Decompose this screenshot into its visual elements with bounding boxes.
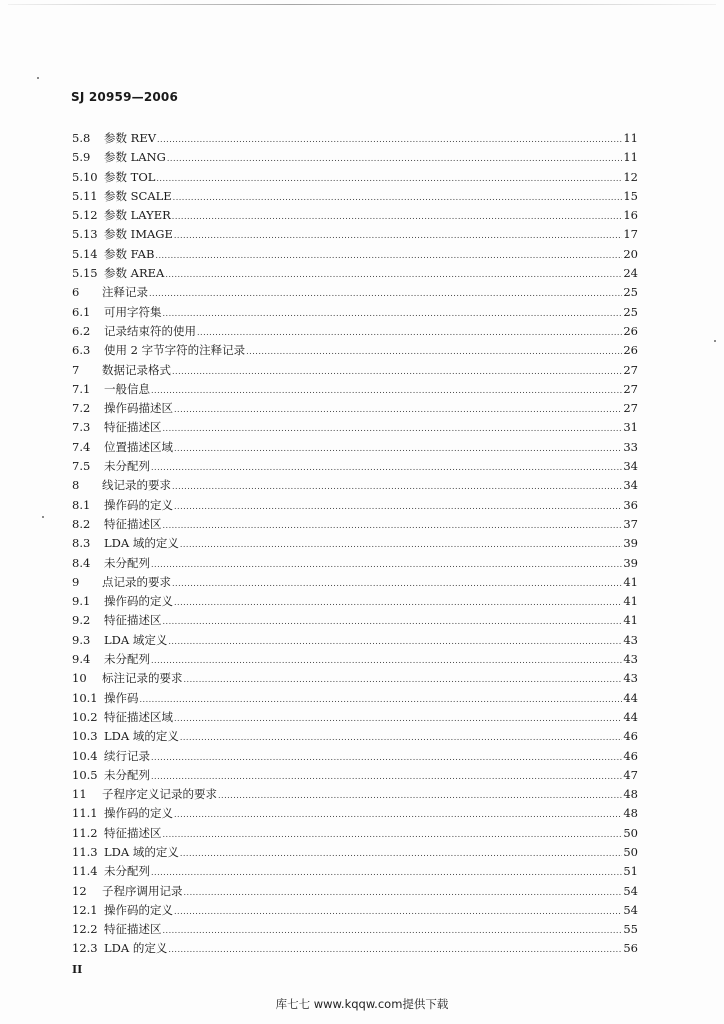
toc-entry[interactable] — [72, 283, 638, 302]
toc-entry-title: LDA 域定义 — [104, 632, 168, 647]
toc-entry[interactable] — [72, 187, 638, 206]
toc-entry-number: 8.3 — [72, 536, 91, 551]
toc-entry[interactable] — [72, 264, 638, 283]
toc-dot-leader — [163, 304, 623, 323]
toc-entry-page: 41 — [623, 613, 638, 628]
toc-entry-title: 参数 LAYER — [104, 208, 171, 223]
toc-dot-leader — [172, 574, 622, 593]
toc-entry-page: 26 — [623, 323, 638, 338]
toc-entry-number: 7 — [72, 362, 80, 377]
toc-entry-page: 54 — [623, 883, 638, 898]
toc-entry-page: 51 — [623, 864, 638, 879]
toc-entry-page: 15 — [623, 188, 638, 203]
toc-entry-page: 11 — [623, 150, 638, 165]
toc-entry-page: 17 — [623, 227, 638, 242]
toc-dot-leader — [174, 439, 622, 458]
toc-entry[interactable] — [72, 341, 638, 360]
toc-dot-leader — [246, 342, 622, 361]
toc-dot-leader — [163, 825, 623, 844]
toc-entry[interactable] — [72, 689, 638, 708]
toc-dot-leader — [151, 651, 622, 670]
toc-entry-page: 50 — [623, 825, 638, 840]
toc-entry-title: LDA 的定义 — [104, 941, 168, 956]
toc-entry-number: 5.10 — [72, 169, 98, 184]
toc-entry[interactable] — [72, 901, 638, 920]
toc-entry[interactable] — [72, 824, 638, 843]
toc-entry-page: 43 — [623, 632, 638, 647]
toc-entry-title: 参数 AREA — [104, 266, 165, 281]
toc-entry[interactable] — [72, 611, 638, 630]
toc-entry-page: 31 — [623, 420, 638, 435]
toc-entry-number: 5.15 — [72, 266, 98, 281]
toc-entry[interactable] — [72, 129, 638, 148]
download-watermark[interactable]: 库七七 www.kqqw.com提供下载 — [275, 997, 449, 1011]
toc-dot-leader — [180, 535, 623, 554]
toc-entry[interactable] — [72, 727, 638, 746]
toc-entry-number: 8.4 — [72, 555, 91, 570]
toc-entry-page: 16 — [623, 208, 638, 223]
toc-dot-leader — [163, 921, 623, 940]
toc-dot-leader — [172, 477, 622, 496]
toc-entry-page: 37 — [623, 516, 638, 531]
toc-entry-page: 48 — [623, 787, 638, 802]
toc-dot-leader — [165, 265, 622, 284]
toc-entry[interactable] — [72, 766, 638, 785]
toc-entry-number: 8 — [72, 478, 80, 493]
toc-entry-title: 未分配列 — [104, 459, 150, 474]
toc-entry-title: 特征描述区 — [104, 825, 162, 840]
toc-entry-page: 26 — [623, 343, 638, 358]
toc-entry-number: 5.12 — [72, 208, 98, 223]
toc-entry-number: 7.3 — [72, 420, 91, 435]
toc-entry[interactable] — [72, 862, 638, 881]
toc-entry-number: 5.8 — [72, 131, 91, 145]
toc-entry-page: 41 — [623, 574, 638, 589]
toc-dot-leader — [172, 362, 622, 381]
toc-entry-page: 46 — [623, 748, 638, 763]
toc-entry-page: 47 — [623, 767, 638, 782]
toc-entry-title: 子程序定义记录的要求 — [102, 787, 217, 802]
toc-entry-title: 参数 REV — [104, 131, 157, 145]
toc-dot-leader — [172, 207, 623, 226]
toc-entry-page: 36 — [623, 497, 638, 512]
toc-entry-page: 44 — [623, 690, 638, 705]
toc-dot-leader — [151, 458, 622, 477]
toc-entry[interactable] — [72, 785, 638, 804]
toc-entry-title: 未分配列 — [104, 864, 150, 879]
toc-entry-page: 43 — [623, 671, 638, 686]
toc-entry-title: 可用字符集 — [104, 304, 162, 319]
toc-entry-number: 10.3 — [72, 729, 98, 744]
toc-dot-leader — [168, 632, 622, 651]
toc-entry-number: 9.1 — [72, 594, 91, 609]
scan-speck — [714, 340, 716, 342]
toc-entry-number: 6 — [72, 285, 80, 300]
toc-entry[interactable] — [72, 939, 638, 958]
toc-entry-title: 特征描述区域 — [104, 709, 173, 724]
toc-entry-number: 7.5 — [72, 459, 91, 474]
toc-entry-title: 一般信息 — [104, 381, 150, 396]
toc-entry-number: 8.2 — [72, 516, 91, 531]
toc-dot-leader — [174, 709, 622, 728]
toc-entry[interactable] — [72, 225, 638, 244]
toc-entry-number: 9.2 — [72, 613, 91, 628]
toc-entry-title: LDA 域的定义 — [104, 844, 179, 859]
toc-dot-leader — [140, 690, 623, 709]
toc-dot-leader — [151, 381, 622, 400]
toc-entry-title: 特征描述区 — [104, 516, 162, 531]
toc-entry-title: 操作码的定义 — [104, 902, 173, 917]
toc-entry-number: 9 — [72, 574, 80, 589]
toc-entry-page: 33 — [623, 439, 638, 454]
toc-entry[interactable] — [72, 804, 638, 823]
toc-entry-page: 41 — [623, 594, 638, 609]
scan-top-rule — [8, 4, 716, 5]
toc-dot-leader — [174, 400, 622, 419]
toc-entry-page: 43 — [623, 652, 638, 667]
table-of-contents — [72, 129, 638, 959]
toc-entry-title: LDA 域的定义 — [104, 536, 179, 551]
toc-entry-page: 20 — [623, 246, 638, 261]
toc-entry-number: 11.2 — [72, 825, 98, 840]
toc-dot-leader — [155, 246, 622, 265]
toc-dot-leader — [174, 805, 622, 824]
toc-entry-page: 56 — [623, 941, 638, 956]
toc-entry-title: 未分配列 — [104, 767, 150, 782]
toc-entry[interactable] — [72, 920, 638, 939]
toc-entry-page: 27 — [623, 381, 638, 396]
toc-entry-title: 未分配列 — [104, 555, 150, 570]
toc-entry-title: 记录结束符的使用 — [104, 323, 196, 338]
toc-entry[interactable] — [72, 361, 638, 380]
toc-entry-number: 12.3 — [72, 941, 98, 956]
toc-entry-title: 线记录的要求 — [102, 478, 171, 493]
toc-entry[interactable] — [72, 708, 638, 727]
toc-entry-number: 5.14 — [72, 246, 98, 261]
toc-entry-title: 操作码描述区 — [104, 401, 173, 416]
toc-entry-title: 未分配列 — [104, 652, 150, 667]
toc-entry-title: 位置描述区域 — [104, 439, 173, 454]
toc-entry-title: 操作码的定义 — [104, 594, 173, 609]
toc-entry-page: 55 — [623, 922, 638, 937]
toc-dot-leader — [151, 863, 622, 882]
toc-entry-title: 特征描述区 — [104, 420, 162, 435]
toc-entry-number: 10.1 — [72, 690, 98, 705]
toc-entry[interactable] — [72, 631, 638, 650]
toc-entry-number: 5.9 — [72, 150, 91, 165]
toc-entry-number: 7.4 — [72, 439, 91, 454]
toc-entry-title: 参数 LANG — [104, 150, 166, 165]
toc-dot-leader — [174, 593, 622, 612]
toc-entry-number: 12 — [72, 883, 87, 898]
toc-dot-leader — [197, 323, 622, 342]
toc-entry-number: 6.1 — [72, 304, 91, 319]
toc-entry[interactable] — [72, 592, 638, 611]
toc-entry-title: 参数 SCALE — [104, 188, 172, 203]
toc-entry-title: 使用 2 字节字符的注释记录 — [104, 343, 246, 358]
toc-entry[interactable] — [72, 245, 638, 264]
toc-entry[interactable] — [72, 399, 638, 418]
toc-entry-page: 34 — [623, 459, 638, 474]
toc-entry-title: 参数 IMAGE — [104, 227, 173, 242]
toc-dot-leader — [156, 169, 622, 188]
toc-dot-leader — [168, 940, 622, 959]
toc-dot-leader — [151, 748, 622, 767]
toc-dot-leader — [151, 767, 622, 786]
toc-entry-number: 10.2 — [72, 709, 98, 724]
toc-entry-number: 11.3 — [72, 844, 98, 859]
toc-dot-leader — [163, 516, 623, 535]
toc-dot-leader — [163, 612, 623, 631]
toc-entry-number: 12.2 — [72, 922, 98, 937]
toc-entry-number: 11.4 — [72, 864, 98, 879]
toc-dot-leader — [180, 844, 623, 863]
toc-entry-title: 特征描述区 — [104, 922, 162, 937]
toc-entry-number: 9.4 — [72, 652, 91, 667]
toc-entry-page: 39 — [623, 536, 638, 551]
toc-entry[interactable] — [72, 496, 638, 515]
toc-entry[interactable] — [72, 322, 638, 341]
toc-entry-number: 9.3 — [72, 632, 91, 647]
toc-entry[interactable] — [72, 669, 638, 688]
toc-entry-page: 34 — [623, 478, 638, 493]
toc-dot-leader — [174, 226, 623, 245]
toc-entry-title: 参数 TOL — [104, 169, 156, 184]
toc-entry-number: 7.2 — [72, 401, 91, 416]
toc-entry-title: 续行记录 — [104, 748, 150, 763]
toc-entry[interactable] — [72, 573, 638, 592]
toc-dot-leader — [174, 497, 622, 516]
toc-entry-number: 5.13 — [72, 227, 98, 242]
toc-entry-number: 5.11 — [72, 188, 98, 203]
scan-speck — [42, 516, 44, 518]
toc-entry-title: 点记录的要求 — [102, 574, 171, 589]
toc-entry-page: 54 — [623, 902, 638, 917]
toc-entry-page: 48 — [623, 806, 638, 821]
toc-entry-page: 27 — [623, 401, 638, 416]
toc-entry-number: 10.5 — [72, 767, 98, 782]
page-number: II — [72, 963, 83, 976]
toc-dot-leader — [184, 883, 623, 902]
toc-entry-page: 25 — [623, 304, 638, 319]
toc-entry-page: 11 — [623, 131, 638, 145]
toc-entry-title: 数据记录格式 — [102, 362, 171, 377]
toc-entry[interactable] — [72, 476, 638, 495]
toc-entry-page: 24 — [623, 266, 638, 281]
toc-entry-title: 子程序调用记录 — [102, 883, 183, 898]
toc-entry[interactable] — [72, 650, 638, 669]
toc-entry-title: 操作码的定义 — [104, 497, 173, 512]
toc-entry-title: 标注记录的要求 — [102, 671, 183, 686]
toc-entry-number: 6.3 — [72, 343, 91, 358]
toc-entry-page: 27 — [623, 362, 638, 377]
toc-dot-leader — [149, 284, 622, 303]
toc-entry[interactable] — [72, 515, 638, 534]
toc-entry[interactable] — [72, 534, 638, 553]
toc-entry[interactable] — [72, 206, 638, 225]
toc-entry-number: 6.2 — [72, 323, 91, 338]
toc-entry[interactable] — [72, 438, 638, 457]
toc-dot-leader — [180, 728, 623, 747]
toc-entry[interactable] — [72, 882, 638, 901]
toc-entry[interactable] — [72, 168, 638, 187]
scan-speck — [37, 77, 39, 79]
toc-entry[interactable] — [72, 148, 638, 167]
toc-dot-leader — [184, 670, 623, 689]
toc-entry[interactable] — [72, 747, 638, 766]
toc-entry-title: 注释记录 — [102, 285, 148, 300]
toc-entry-title: 特征描述区 — [104, 613, 162, 628]
toc-dot-leader — [173, 188, 623, 207]
toc-entry[interactable] — [72, 303, 638, 322]
toc-entry-number: 8.1 — [72, 497, 91, 512]
toc-entry[interactable] — [72, 554, 638, 573]
toc-entry-number: 12.1 — [72, 902, 98, 917]
toc-entry-number: 11 — [72, 787, 87, 802]
toc-entry-number: 7.1 — [72, 381, 91, 396]
toc-entry-number: 10.4 — [72, 748, 98, 763]
toc-entry-page: 39 — [623, 555, 638, 570]
toc-entry-page: 46 — [623, 729, 638, 744]
toc-entry-page: 50 — [623, 844, 638, 859]
toc-entry-title: 操作码 — [104, 690, 139, 705]
toc-entry-page: 25 — [623, 285, 638, 300]
document-id: SJ 20959—2006 — [71, 90, 179, 104]
toc-dot-leader — [151, 555, 622, 574]
toc-entry-title: 参数 FAB — [104, 246, 155, 261]
toc-entry-page: 12 — [623, 169, 638, 184]
toc-dot-leader — [174, 902, 622, 921]
toc-entry[interactable] — [72, 418, 638, 437]
toc-entry-number: 10 — [72, 671, 87, 686]
toc-dot-leader — [167, 149, 623, 168]
toc-entry-title: 操作码的定义 — [104, 806, 173, 821]
toc-entry[interactable] — [72, 843, 638, 862]
toc-dot-leader — [157, 130, 622, 149]
toc-entry[interactable] — [72, 457, 638, 476]
toc-entry-number: 11.1 — [72, 806, 98, 821]
toc-dot-leader — [218, 786, 622, 805]
toc-entry[interactable] — [72, 380, 638, 399]
toc-entry-title: LDA 域的定义 — [104, 729, 179, 744]
toc-dot-leader — [163, 419, 623, 438]
toc-entry-page: 44 — [623, 709, 638, 724]
